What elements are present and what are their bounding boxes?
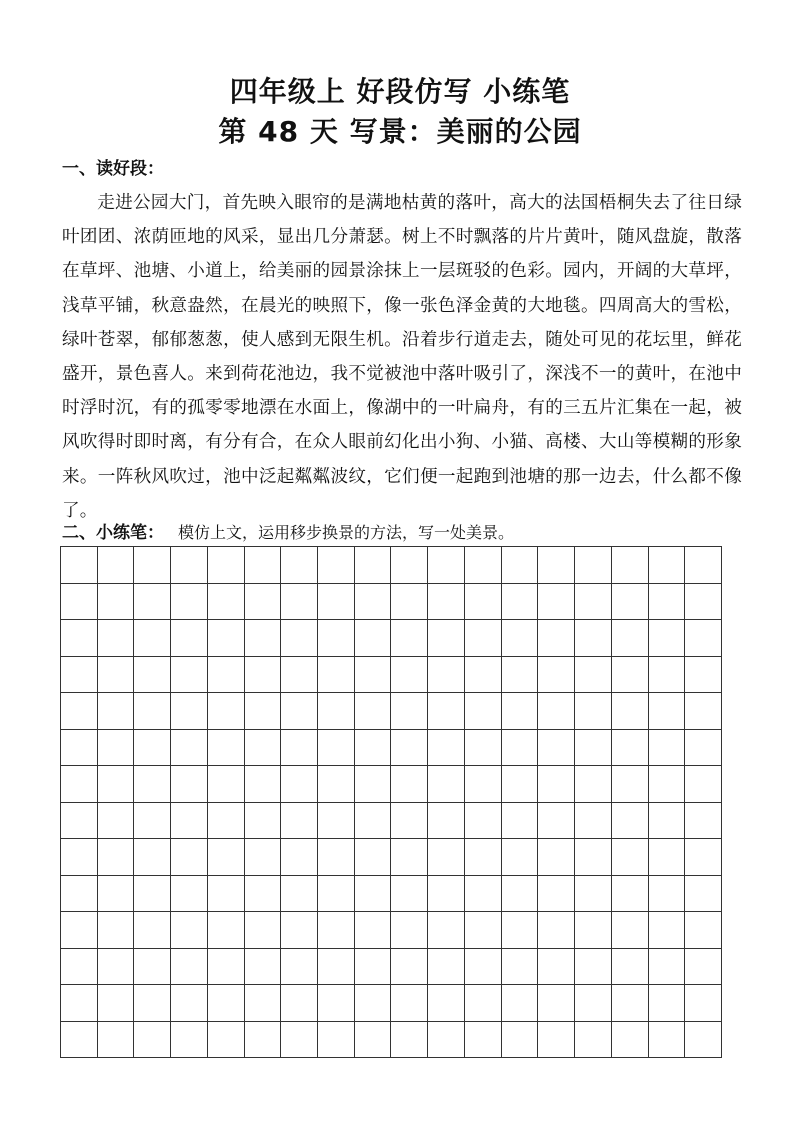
- writing-grid-cell[interactable]: [318, 693, 355, 730]
- writing-grid-cell[interactable]: [649, 985, 686, 1022]
- writing-grid-cell[interactable]: [391, 766, 428, 803]
- writing-grid-cell[interactable]: [538, 620, 575, 657]
- writing-grid-cell[interactable]: [281, 730, 318, 767]
- writing-grid-cell[interactable]: [61, 693, 98, 730]
- writing-grid-cell[interactable]: [612, 839, 649, 876]
- writing-section-heading: [62, 520, 514, 546]
- writing-grid-cell[interactable]: [685, 730, 722, 767]
- writing-grid-cell[interactable]: [134, 657, 171, 694]
- writing-grid-cell[interactable]: [538, 803, 575, 840]
- writing-grid-cell[interactable]: [318, 657, 355, 694]
- writing-grid-cell[interactable]: [245, 766, 282, 803]
- writing-grid-cell[interactable]: [428, 1022, 465, 1059]
- writing-grid-cell[interactable]: [98, 876, 135, 913]
- writing-grid-cell[interactable]: [318, 766, 355, 803]
- writing-grid-cell[interactable]: [649, 657, 686, 694]
- writing-grid-cell[interactable]: [208, 584, 245, 621]
- writing-grid-cell[interactable]: [98, 912, 135, 949]
- writing-grid-cell[interactable]: [538, 657, 575, 694]
- writing-grid-cell[interactable]: [575, 657, 612, 694]
- writing-grid-cell[interactable]: [575, 839, 612, 876]
- writing-grid-cell[interactable]: [61, 657, 98, 694]
- writing-grid-cell[interactable]: [649, 949, 686, 986]
- writing-grid-cell[interactable]: [134, 693, 171, 730]
- writing-grid-cell[interactable]: [502, 766, 539, 803]
- writing-grid-cell[interactable]: [685, 766, 722, 803]
- writing-grid-cell[interactable]: [134, 985, 171, 1022]
- writing-grid-cell[interactable]: [245, 547, 282, 584]
- writing-grid-cell[interactable]: [502, 730, 539, 767]
- writing-grid-cell[interactable]: [318, 839, 355, 876]
- writing-grid-cell[interactable]: [281, 584, 318, 621]
- writing-grid-cell[interactable]: [538, 584, 575, 621]
- writing-grid-cell[interactable]: [208, 766, 245, 803]
- writing-grid-cell[interactable]: [281, 839, 318, 876]
- writing-grid-cell[interactable]: [171, 766, 208, 803]
- writing-grid-cell[interactable]: [465, 547, 502, 584]
- writing-grid-cell[interactable]: [502, 620, 539, 657]
- writing-grid-cell[interactable]: [98, 766, 135, 803]
- writing-grid-cell[interactable]: [98, 1022, 135, 1059]
- writing-grid-cell[interactable]: [428, 620, 465, 657]
- writing-grid-cell[interactable]: [134, 949, 171, 986]
- writing-grid-cell[interactable]: [281, 985, 318, 1022]
- writing-grid-cell[interactable]: [61, 1022, 98, 1059]
- writing-grid-cell[interactable]: [428, 803, 465, 840]
- writing-grid-cell[interactable]: [98, 547, 135, 584]
- writing-grid-cell[interactable]: [538, 547, 575, 584]
- writing-grid-cell[interactable]: [575, 1022, 612, 1059]
- writing-grid-cell[interactable]: [208, 985, 245, 1022]
- writing-grid-cell[interactable]: [98, 949, 135, 986]
- writing-grid-cell[interactable]: [685, 1022, 722, 1059]
- writing-grid-cell[interactable]: [61, 839, 98, 876]
- writing-grid-cell[interactable]: [502, 985, 539, 1022]
- writing-grid-cell[interactable]: [575, 693, 612, 730]
- writing-grid-cell[interactable]: [355, 803, 392, 840]
- writing-grid-cell[interactable]: [538, 912, 575, 949]
- writing-grid-cell[interactable]: [649, 693, 686, 730]
- writing-grid-cell[interactable]: [391, 912, 428, 949]
- writing-grid-cell[interactable]: [391, 876, 428, 913]
- writing-grid-cell[interactable]: [575, 620, 612, 657]
- writing-grid-cell[interactable]: [355, 730, 392, 767]
- writing-grid-cell[interactable]: [281, 693, 318, 730]
- writing-grid-cell[interactable]: [171, 839, 208, 876]
- writing-grid-cell[interactable]: [465, 803, 502, 840]
- writing-grid-cell[interactable]: [612, 547, 649, 584]
- writing-grid-cell[interactable]: [318, 949, 355, 986]
- writing-grid-cell[interactable]: [685, 912, 722, 949]
- writing-grid-cell[interactable]: [245, 693, 282, 730]
- writing-grid-cell[interactable]: [428, 876, 465, 913]
- writing-grid-cell[interactable]: [391, 620, 428, 657]
- writing-grid-cell[interactable]: [575, 912, 612, 949]
- writing-grid-cell[interactable]: [612, 657, 649, 694]
- writing-grid-cell[interactable]: [208, 876, 245, 913]
- writing-grid-cell[interactable]: [245, 620, 282, 657]
- writing-grid-cell[interactable]: [612, 620, 649, 657]
- writing-grid-cell[interactable]: [245, 985, 282, 1022]
- writing-grid-cell[interactable]: [538, 876, 575, 913]
- writing-grid-cell[interactable]: [428, 839, 465, 876]
- writing-grid-cell[interactable]: [428, 547, 465, 584]
- writing-grid-cell[interactable]: [612, 584, 649, 621]
- writing-grid-cell[interactable]: [208, 547, 245, 584]
- writing-grid-cell[interactable]: [61, 985, 98, 1022]
- writing-grid-cell[interactable]: [245, 803, 282, 840]
- writing-grid-cell[interactable]: [61, 876, 98, 913]
- writing-grid-cell[interactable]: [612, 876, 649, 913]
- writing-grid-cell[interactable]: [355, 876, 392, 913]
- writing-grid-cell[interactable]: [685, 620, 722, 657]
- writing-grid-cell[interactable]: [61, 584, 98, 621]
- writing-grid-cell[interactable]: [245, 657, 282, 694]
- writing-grid-cell[interactable]: [465, 949, 502, 986]
- writing-grid-cell[interactable]: [575, 730, 612, 767]
- writing-grid-cell[interactable]: [685, 985, 722, 1022]
- writing-grid-cell[interactable]: [649, 1022, 686, 1059]
- writing-grid-cell[interactable]: [538, 949, 575, 986]
- reading-section-heading: 一、读好段：: [62, 159, 164, 179]
- writing-grid-cell[interactable]: [208, 912, 245, 949]
- writing-grid-cell[interactable]: [685, 657, 722, 694]
- writing-grid-cell[interactable]: [245, 1022, 282, 1059]
- writing-grid-cell[interactable]: [208, 657, 245, 694]
- writing-grid-cell[interactable]: [134, 803, 171, 840]
- writing-grid-cell[interactable]: [98, 839, 135, 876]
- writing-grid-cell[interactable]: [208, 1022, 245, 1059]
- writing-grid-cell[interactable]: [318, 620, 355, 657]
- writing-grid-cell[interactable]: [685, 839, 722, 876]
- writing-grid-cell[interactable]: [465, 839, 502, 876]
- writing-grid-cell[interactable]: [208, 949, 245, 986]
- writing-grid-cell[interactable]: [134, 839, 171, 876]
- writing-grid-cell[interactable]: [502, 912, 539, 949]
- writing-grid-cell[interactable]: [502, 547, 539, 584]
- writing-grid-cell[interactable]: [575, 985, 612, 1022]
- writing-grid[interactable]: [60, 546, 722, 1058]
- writing-grid-cell[interactable]: [685, 949, 722, 986]
- writing-grid-cell[interactable]: [391, 657, 428, 694]
- writing-grid-cell[interactable]: [355, 912, 392, 949]
- writing-grid-cell[interactable]: [281, 547, 318, 584]
- writing-grid-cell[interactable]: [171, 584, 208, 621]
- writing-grid-cell[interactable]: [391, 803, 428, 840]
- writing-grid-cell[interactable]: [355, 949, 392, 986]
- writing-grid-cell[interactable]: [391, 547, 428, 584]
- writing-grid-cell[interactable]: [428, 985, 465, 1022]
- writing-grid-cell[interactable]: [245, 730, 282, 767]
- writing-grid-cell[interactable]: [61, 620, 98, 657]
- writing-grid-cell[interactable]: [318, 584, 355, 621]
- writing-grid-cell[interactable]: [685, 876, 722, 913]
- writing-grid-cell[interactable]: [355, 547, 392, 584]
- writing-grid-cell[interactable]: [281, 657, 318, 694]
- writing-grid-cell[interactable]: [685, 584, 722, 621]
- writing-grid-cell[interactable]: [465, 693, 502, 730]
- writing-grid-cell[interactable]: [428, 657, 465, 694]
- writing-grid-cell[interactable]: [391, 839, 428, 876]
- writing-grid-cell[interactable]: [465, 584, 502, 621]
- writing-grid-cell[interactable]: [575, 547, 612, 584]
- writing-grid-cell[interactable]: [538, 1022, 575, 1059]
- writing-grid-cell[interactable]: [391, 949, 428, 986]
- writing-grid-cell[interactable]: [649, 547, 686, 584]
- writing-grid-cell[interactable]: [612, 766, 649, 803]
- writing-grid-cell[interactable]: [612, 1022, 649, 1059]
- writing-grid-cell[interactable]: [171, 730, 208, 767]
- writing-grid-cell[interactable]: [318, 730, 355, 767]
- writing-grid-cell[interactable]: [208, 839, 245, 876]
- writing-grid-cell[interactable]: [134, 1022, 171, 1059]
- writing-grid-cell[interactable]: [134, 876, 171, 913]
- writing-grid-cell[interactable]: [281, 803, 318, 840]
- writing-grid-cell[interactable]: [575, 584, 612, 621]
- writing-grid-cell[interactable]: [355, 620, 392, 657]
- writing-grid-cell[interactable]: [61, 766, 98, 803]
- writing-grid-cell[interactable]: [538, 693, 575, 730]
- writing-grid-cell[interactable]: [428, 584, 465, 621]
- writing-grid-cell[interactable]: [612, 803, 649, 840]
- writing-grid-cell[interactable]: [391, 584, 428, 621]
- writing-grid-cell[interactable]: [134, 730, 171, 767]
- writing-grid-cell[interactable]: [318, 985, 355, 1022]
- writing-grid-cell[interactable]: [649, 584, 686, 621]
- writing-grid-cell[interactable]: [171, 657, 208, 694]
- writing-grid-cell[interactable]: [208, 803, 245, 840]
- writing-grid-cell[interactable]: [61, 547, 98, 584]
- writing-grid-cell[interactable]: [61, 803, 98, 840]
- writing-grid-cell[interactable]: [171, 1022, 208, 1059]
- writing-grid-cell[interactable]: [281, 912, 318, 949]
- writing-grid-cell[interactable]: [649, 620, 686, 657]
- writing-grid-cell[interactable]: [502, 876, 539, 913]
- writing-grid-cell[interactable]: [465, 730, 502, 767]
- writing-grid-cell[interactable]: [355, 839, 392, 876]
- writing-grid-cell[interactable]: [281, 620, 318, 657]
- writing-grid-cell[interactable]: [502, 803, 539, 840]
- writing-grid-cell[interactable]: [281, 766, 318, 803]
- writing-grid-cell[interactable]: [245, 839, 282, 876]
- writing-grid-cell[interactable]: [428, 949, 465, 986]
- writing-grid-cell[interactable]: [575, 949, 612, 986]
- writing-grid-cell[interactable]: [318, 547, 355, 584]
- writing-grid-cell[interactable]: [502, 657, 539, 694]
- writing-grid-cell[interactable]: [98, 584, 135, 621]
- writing-grid-cell[interactable]: [171, 949, 208, 986]
- writing-grid-cell[interactable]: [391, 730, 428, 767]
- writing-grid-cell[interactable]: [61, 912, 98, 949]
- writing-grid-cell[interactable]: [612, 949, 649, 986]
- writing-grid-cell[interactable]: [391, 985, 428, 1022]
- writing-grid-cell[interactable]: [281, 1022, 318, 1059]
- writing-grid-cell[interactable]: [538, 730, 575, 767]
- writing-grid-cell[interactable]: [575, 803, 612, 840]
- writing-grid-cell[interactable]: [318, 876, 355, 913]
- writing-grid-cell[interactable]: [318, 1022, 355, 1059]
- writing-grid-cell[interactable]: [649, 803, 686, 840]
- writing-grid-cell[interactable]: [465, 620, 502, 657]
- writing-grid-cell[interactable]: [685, 803, 722, 840]
- writing-grid-cell[interactable]: [685, 547, 722, 584]
- writing-grid-cell[interactable]: [61, 949, 98, 986]
- writing-grid-cell[interactable]: [355, 657, 392, 694]
- writing-grid-cell[interactable]: [538, 985, 575, 1022]
- writing-grid-cell[interactable]: [134, 912, 171, 949]
- writing-grid-cell[interactable]: [685, 693, 722, 730]
- writing-grid-cell[interactable]: [318, 912, 355, 949]
- writing-grid-cell[interactable]: [171, 912, 208, 949]
- writing-grid-cell[interactable]: [391, 1022, 428, 1059]
- writing-grid-cell[interactable]: [171, 547, 208, 584]
- writing-grid-cell[interactable]: [502, 693, 539, 730]
- writing-section-label: 二、小练笔：: [62, 523, 164, 543]
- writing-grid-cell[interactable]: [355, 985, 392, 1022]
- writing-grid-cell[interactable]: [245, 584, 282, 621]
- writing-grid-cell[interactable]: [612, 730, 649, 767]
- writing-grid-cell[interactable]: [538, 766, 575, 803]
- writing-grid-cell[interactable]: [465, 1022, 502, 1059]
- writing-grid-cell[interactable]: [502, 949, 539, 986]
- writing-grid-cell[interactable]: [428, 693, 465, 730]
- writing-grid-cell[interactable]: [171, 985, 208, 1022]
- writing-grid-cell[interactable]: [575, 766, 612, 803]
- writing-grid-cell[interactable]: [208, 730, 245, 767]
- writing-grid-cell[interactable]: [134, 584, 171, 621]
- writing-grid-cell[interactable]: [391, 693, 428, 730]
- writing-grid-cell[interactable]: [502, 1022, 539, 1059]
- writing-grid-cell[interactable]: [649, 766, 686, 803]
- writing-grid-cell[interactable]: [355, 584, 392, 621]
- writing-grid-cell[interactable]: [612, 912, 649, 949]
- writing-grid-cell[interactable]: [355, 693, 392, 730]
- writing-grid-cell[interactable]: [612, 985, 649, 1022]
- writing-grid-cell[interactable]: [171, 693, 208, 730]
- writing-grid-cell[interactable]: [355, 1022, 392, 1059]
- writing-grid-cell[interactable]: [281, 949, 318, 986]
- writing-grid-cell[interactable]: [318, 803, 355, 840]
- lesson-title: 第 48 天 写景：美丽的公园: [218, 115, 582, 148]
- writing-grid-cell[interactable]: [281, 876, 318, 913]
- writing-grid-cell[interactable]: [538, 839, 575, 876]
- writing-grid-cell[interactable]: [245, 912, 282, 949]
- writing-grid-cell[interactable]: [98, 730, 135, 767]
- writing-grid-cell[interactable]: [134, 547, 171, 584]
- writing-grid-cell[interactable]: [649, 876, 686, 913]
- writing-grid-cell[interactable]: [245, 949, 282, 986]
- writing-grid-cell[interactable]: [98, 985, 135, 1022]
- writing-grid-cell[interactable]: [428, 730, 465, 767]
- writing-grid-cell[interactable]: [575, 876, 612, 913]
- writing-grid-cell[interactable]: [465, 766, 502, 803]
- writing-grid-cell[interactable]: [208, 620, 245, 657]
- writing-grid-cell[interactable]: [98, 657, 135, 694]
- writing-grid-cell[interactable]: [208, 693, 245, 730]
- writing-grid-cell[interactable]: [61, 730, 98, 767]
- writing-grid-cell[interactable]: [465, 985, 502, 1022]
- writing-grid-cell[interactable]: [465, 657, 502, 694]
- reading-passage: 走进公园大门，首先映入眼帘的是满地枯黄的落叶，高大的法国梧桐失去了往日绿叶团团、浓荫匝地的风采，显出几分萧瑟。树上不时飘落的片片黄叶，随风盘旋，散落在草坪、池塘、小道上，给美丽的园景涂抹上一层斑驳的色彩。园内，开阔的大草坪，浅草平铺，秋意盎然，在晨光的映照下，像一张色泽金黄的大地毯。四周高大的雪松，绿叶苍翠，郁郁葱葱，使人感到无限生机。沿着步行道走去，随处可见的花坛里，鲜花盛开，景色喜人。来到荷花池边，我不觉被池中落叶吸引了，深浅不一的黄叶，在池中时浮时沉，有的孤零零地漂在水面上，像湖中的一叶扁舟，有的三五片汇集在一起，被风吹得时即时离，有分有合，在众人眼前幻化出小狗、小猫、高楼、大山等模糊的形象来。一阵秋风吹过，池中泛起粼粼波纹，它们便一起跑到池塘的那一边去，什么都不像了。: [62, 193, 742, 521]
- writing-grid-cell[interactable]: [98, 693, 135, 730]
- writing-grid-cell[interactable]: [649, 912, 686, 949]
- writing-grid-cell[interactable]: [428, 912, 465, 949]
- writing-instruction: 模仿上文，运用移步换景的方法，写一处美景。: [178, 523, 515, 542]
- writing-grid-cell[interactable]: [465, 876, 502, 913]
- writing-grid-cell[interactable]: [649, 730, 686, 767]
- writing-grid-cell[interactable]: [428, 766, 465, 803]
- writing-grid-cell[interactable]: [171, 876, 208, 913]
- writing-grid-cell[interactable]: [465, 912, 502, 949]
- writing-grid-cell[interactable]: [171, 620, 208, 657]
- writing-grid-cell[interactable]: [245, 876, 282, 913]
- worksheet-title: 四年级上 好段仿写 小练笔: [229, 75, 571, 108]
- writing-grid-cell[interactable]: [134, 620, 171, 657]
- writing-grid-cell[interactable]: [502, 584, 539, 621]
- writing-grid-cell[interactable]: [171, 803, 208, 840]
- writing-grid-cell[interactable]: [502, 839, 539, 876]
- writing-grid-cell[interactable]: [649, 839, 686, 876]
- writing-grid-cell[interactable]: [612, 693, 649, 730]
- writing-grid-cell[interactable]: [98, 620, 135, 657]
- writing-grid-cell[interactable]: [355, 766, 392, 803]
- writing-grid-cell[interactable]: [98, 803, 135, 840]
- writing-grid-cell[interactable]: [134, 766, 171, 803]
